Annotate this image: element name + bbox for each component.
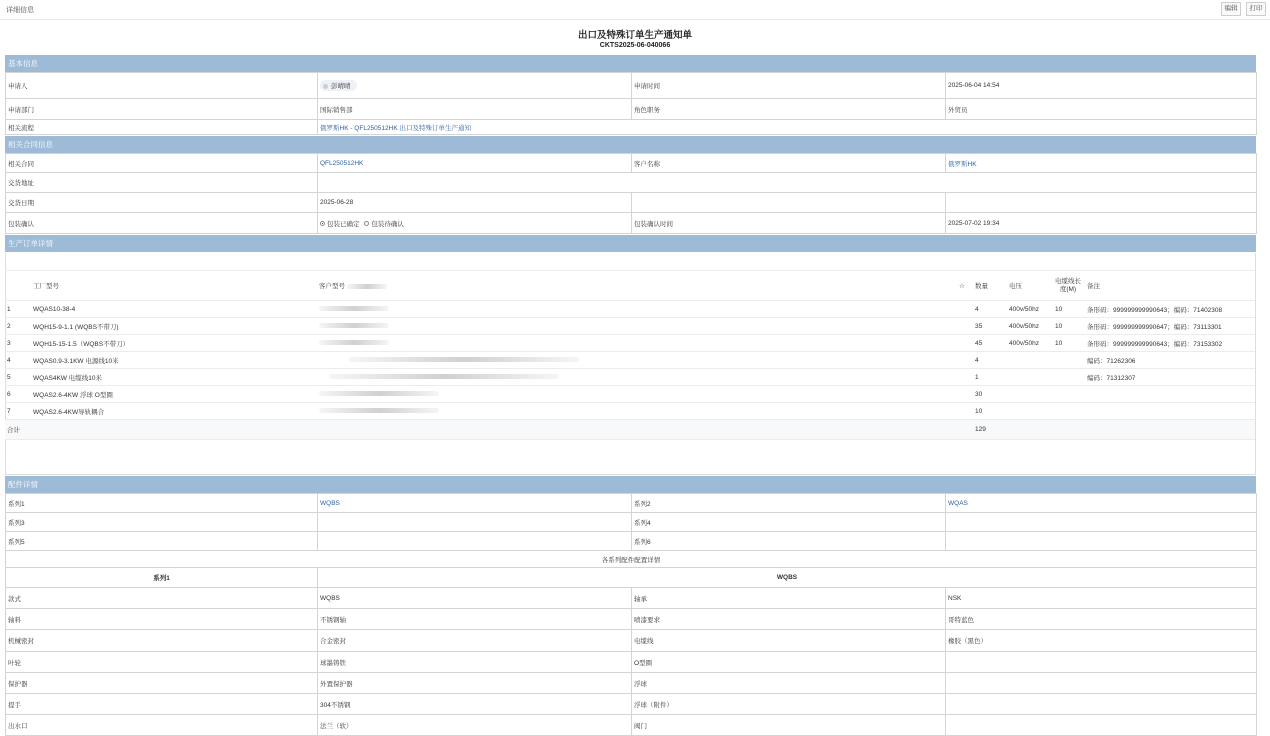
col-qty: 数量 bbox=[973, 271, 1007, 301]
print-button[interactable]: 打印 bbox=[1246, 2, 1266, 16]
row-no: 1 bbox=[5, 301, 27, 318]
table-row bbox=[5, 352, 1255, 369]
row-cable: 10 bbox=[1053, 301, 1083, 318]
config-value bbox=[946, 652, 1257, 673]
config-label: 提手 bbox=[6, 694, 318, 715]
customer-cell bbox=[946, 154, 1257, 173]
row-qty: 4 bbox=[973, 352, 1007, 369]
pack-confirmed-label: 包装已确定 bbox=[327, 220, 360, 228]
document-title: 出口及特殊订单生产通知单 bbox=[577, 30, 692, 41]
pack-pending-radio[interactable] bbox=[364, 221, 369, 226]
config-value: 外置保护器 bbox=[318, 673, 632, 694]
applicant-name: 彭晴晴 bbox=[331, 83, 351, 90]
col-customer-model bbox=[317, 271, 957, 301]
row-qty: 10 bbox=[973, 403, 1007, 420]
pack-confirm-label: 包装确认 bbox=[6, 213, 318, 234]
row-qty: 30 bbox=[973, 386, 1007, 403]
flow-label: 相关流程 bbox=[6, 120, 318, 135]
row-cable: 10 bbox=[1053, 318, 1083, 335]
config-label: 出水口 bbox=[6, 715, 318, 736]
pack-time-label: 包装确认时间 bbox=[632, 213, 946, 234]
col-voltage: 电压 bbox=[1007, 271, 1053, 301]
series3-label: 系列3 bbox=[6, 513, 318, 532]
config-label: 电缆线 bbox=[632, 630, 946, 652]
row-empty bbox=[957, 352, 973, 369]
related-flow-link[interactable]: 俄罗斯HK - QFL250512HK 出口及特殊订单生产通知 bbox=[320, 124, 471, 132]
flow-cell bbox=[318, 120, 1257, 135]
config-label: 轴料 bbox=[6, 609, 318, 630]
apply-time-value: 2025-06-04 14:54 bbox=[946, 73, 1257, 99]
customer-link[interactable]: 俄罗斯HK bbox=[948, 160, 977, 168]
row-cable bbox=[1053, 386, 1083, 403]
empty-cell bbox=[632, 193, 946, 213]
row-factory-model: WQAS0.9-3.1KW 电源线10米 bbox=[27, 352, 317, 369]
config-label: 保护器 bbox=[6, 673, 318, 694]
table-row bbox=[6, 609, 1257, 630]
customer-model-header: 客户型号 bbox=[319, 283, 345, 290]
config-label: 阀门 bbox=[632, 715, 946, 736]
row-voltage: 400v/50hz bbox=[1007, 301, 1053, 318]
config-label: 款式 bbox=[6, 588, 318, 609]
series6-label: 系列6 bbox=[632, 532, 946, 551]
section-contract-info: 相关合同信息 bbox=[5, 136, 1256, 153]
table-row bbox=[5, 301, 1255, 318]
apply-time-label: 申请时间 bbox=[632, 73, 946, 99]
row-customer-model bbox=[317, 301, 957, 318]
row-customer-model bbox=[317, 369, 957, 386]
edit-button[interactable]: 编辑 bbox=[1221, 2, 1241, 16]
section-parts-details: 配件详情 bbox=[5, 476, 1256, 493]
basic-info-table bbox=[5, 72, 1257, 135]
row-voltage bbox=[1007, 386, 1053, 403]
top-bar bbox=[0, 0, 1270, 20]
row-empty bbox=[957, 301, 973, 318]
row-remark: 编码：71312307 bbox=[1083, 369, 1255, 386]
config-value: NSK bbox=[946, 588, 1257, 609]
avatar bbox=[323, 84, 328, 89]
config-value: 橡胶（黑色） bbox=[946, 630, 1257, 652]
row-factory-model: WQH15-9-1.1 (WQBS不带刀) bbox=[27, 318, 317, 335]
total-label: 合计 bbox=[5, 420, 317, 440]
row-cable bbox=[1053, 369, 1083, 386]
redacted bbox=[319, 408, 439, 413]
empty-cell bbox=[946, 193, 1257, 213]
document-number: CKTS2025-06-040066 bbox=[599, 42, 671, 49]
dept-label: 申请部门 bbox=[6, 99, 318, 120]
row-qty: 45 bbox=[973, 335, 1007, 352]
series1-label: 系列1 bbox=[6, 494, 318, 513]
applicant-chip[interactable] bbox=[320, 80, 357, 91]
empty-cell bbox=[317, 420, 957, 440]
parts-config-table bbox=[5, 567, 1257, 736]
pin-icon[interactable]: ☆ bbox=[957, 271, 973, 301]
dept-value: 国际销售部 bbox=[318, 99, 632, 120]
config-label: 轴承 bbox=[632, 588, 946, 609]
row-customer-model bbox=[317, 403, 957, 420]
redacted bbox=[349, 357, 579, 362]
config-value: 哥特蓝色 bbox=[946, 609, 1257, 630]
table-row bbox=[6, 715, 1257, 736]
address-value bbox=[318, 173, 1257, 193]
series2-label: 系列2 bbox=[632, 494, 946, 513]
row-no: 4 bbox=[5, 352, 27, 369]
parts-config-subtitle: 各系列配件配置详情 bbox=[6, 551, 1257, 568]
series2-cell bbox=[946, 494, 1257, 513]
col-no bbox=[5, 271, 27, 301]
table-row bbox=[6, 673, 1257, 694]
empty-cell bbox=[1083, 420, 1255, 440]
row-cable bbox=[1053, 403, 1083, 420]
row-customer-model bbox=[317, 318, 957, 335]
table-row bbox=[5, 403, 1255, 420]
row-factory-model: WQAS2.6-4KW 浮球 O型圈 bbox=[27, 386, 317, 403]
empty-cell bbox=[957, 420, 973, 440]
redacted bbox=[319, 323, 389, 328]
series-head-value: WQBS bbox=[318, 568, 1257, 588]
row-remark: 条形码：999999999990643；编码：71402308 bbox=[1083, 301, 1255, 318]
row-factory-model: WQAS2.6-4KW导轨耦合 bbox=[27, 403, 317, 420]
pack-time-value: 2025-07-02 19:34 bbox=[946, 213, 1257, 234]
series4-label: 系列4 bbox=[632, 513, 946, 532]
row-qty: 4 bbox=[973, 301, 1007, 318]
row-voltage: 400v/50hz bbox=[1007, 318, 1053, 335]
empty-cell bbox=[1053, 420, 1083, 440]
table-row bbox=[5, 386, 1255, 403]
row-voltage bbox=[1007, 369, 1053, 386]
row-qty: 35 bbox=[973, 318, 1007, 335]
series1-cell bbox=[318, 494, 632, 513]
config-label: O型圈 bbox=[632, 652, 946, 673]
row-factory-model: WQAS4KW 电缆线10米 bbox=[27, 369, 317, 386]
series-head-label: 系列1 bbox=[6, 568, 318, 588]
contract-cell bbox=[318, 154, 632, 173]
row-factory-model: WQAS10-38-4 bbox=[27, 301, 317, 318]
parts-series-table bbox=[5, 493, 1257, 568]
config-label: 叶轮 bbox=[6, 652, 318, 673]
col-remark: 备注 bbox=[1083, 271, 1255, 301]
config-value: 法兰（软） bbox=[318, 715, 632, 736]
row-empty bbox=[957, 335, 973, 352]
table-row bbox=[5, 318, 1255, 335]
config-value bbox=[946, 673, 1257, 694]
row-empty bbox=[957, 369, 973, 386]
row-no: 7 bbox=[5, 403, 27, 420]
section-production-details: 生产订单详情 bbox=[5, 235, 1256, 252]
row-cable bbox=[1053, 352, 1083, 369]
section-basic-info: 基本信息 bbox=[5, 55, 1256, 72]
config-value bbox=[946, 694, 1257, 715]
table-row bbox=[6, 630, 1257, 652]
config-value: 304不锈钢 bbox=[318, 694, 632, 715]
row-voltage: 400v/50hz bbox=[1007, 335, 1053, 352]
table-row bbox=[6, 588, 1257, 609]
table-row bbox=[6, 652, 1257, 673]
pack-confirmed-radio[interactable] bbox=[320, 221, 325, 226]
production-table bbox=[5, 270, 1255, 440]
row-no: 2 bbox=[5, 318, 27, 335]
delivery-date-value: 2025-06-28 bbox=[318, 193, 632, 213]
contract-info-table bbox=[5, 153, 1257, 234]
row-remark bbox=[1083, 386, 1255, 403]
row-customer-model bbox=[317, 386, 957, 403]
row-empty bbox=[957, 318, 973, 335]
empty-cell bbox=[946, 532, 1257, 551]
empty-cell bbox=[318, 513, 632, 532]
config-value: 不锈钢轴 bbox=[318, 609, 632, 630]
row-factory-model: WQH15-15-1.5（WQBS不带刀） bbox=[27, 335, 317, 352]
role-value: 外贸员 bbox=[946, 99, 1257, 120]
series2-link[interactable]: WQAS bbox=[948, 499, 968, 507]
total-qty: 129 bbox=[973, 420, 1007, 440]
table-row bbox=[6, 694, 1257, 715]
empty-cell bbox=[946, 513, 1257, 532]
col-cable-length: 电缆线长度(M) bbox=[1053, 271, 1083, 301]
redacted bbox=[319, 391, 439, 396]
config-label: 浮球（附件） bbox=[632, 694, 946, 715]
customer-label: 客户名称 bbox=[632, 154, 946, 173]
series5-label: 系列5 bbox=[6, 532, 318, 551]
empty-cell bbox=[1007, 420, 1053, 440]
row-remark: 条形码：999999999990643；编码：73153302 bbox=[1083, 335, 1255, 352]
config-value: 球墨铸铁 bbox=[318, 652, 632, 673]
pack-pending-label: 包装待确认 bbox=[371, 220, 404, 228]
row-remark: 条形码：999999999990647；编码：73113301 bbox=[1083, 318, 1255, 335]
col-factory-model: 工厂型号 bbox=[27, 271, 317, 301]
redacted bbox=[319, 340, 389, 345]
redacted bbox=[319, 306, 389, 311]
applicant-cell bbox=[318, 73, 632, 99]
redacted bbox=[347, 284, 387, 289]
config-label: 机械密封 bbox=[6, 630, 318, 652]
contract-label: 相关合同 bbox=[6, 154, 318, 173]
row-cable: 10 bbox=[1053, 335, 1083, 352]
row-voltage bbox=[1007, 352, 1053, 369]
row-remark bbox=[1083, 403, 1255, 420]
table-row bbox=[5, 335, 1255, 352]
row-empty bbox=[957, 386, 973, 403]
config-label: 喷漆要求 bbox=[632, 609, 946, 630]
row-customer-model bbox=[317, 335, 957, 352]
page-header-title: 详细信息 bbox=[6, 7, 34, 14]
row-remark: 编码：71262306 bbox=[1083, 352, 1255, 369]
redacted bbox=[329, 374, 559, 379]
row-no: 5 bbox=[5, 369, 27, 386]
delivery-date-label: 交货日期 bbox=[6, 193, 318, 213]
config-value bbox=[946, 715, 1257, 736]
row-voltage bbox=[1007, 403, 1053, 420]
row-no: 3 bbox=[5, 335, 27, 352]
row-empty bbox=[957, 403, 973, 420]
row-no: 6 bbox=[5, 386, 27, 403]
series1-link[interactable]: WQBS bbox=[320, 499, 340, 507]
address-label: 交货地址 bbox=[6, 173, 318, 193]
applicant-label: 申请人 bbox=[6, 73, 318, 99]
config-label: 浮球 bbox=[632, 673, 946, 694]
row-customer-model bbox=[317, 352, 957, 369]
row-qty: 1 bbox=[973, 369, 1007, 386]
contract-link[interactable]: QFL250512HK bbox=[320, 159, 364, 167]
table-row bbox=[5, 369, 1255, 386]
pack-confirm-options bbox=[318, 213, 632, 234]
empty-cell bbox=[318, 532, 632, 551]
config-value: 合金密封 bbox=[318, 630, 632, 652]
config-value: WQBS bbox=[318, 588, 632, 609]
role-label: 角色职务 bbox=[632, 99, 946, 120]
